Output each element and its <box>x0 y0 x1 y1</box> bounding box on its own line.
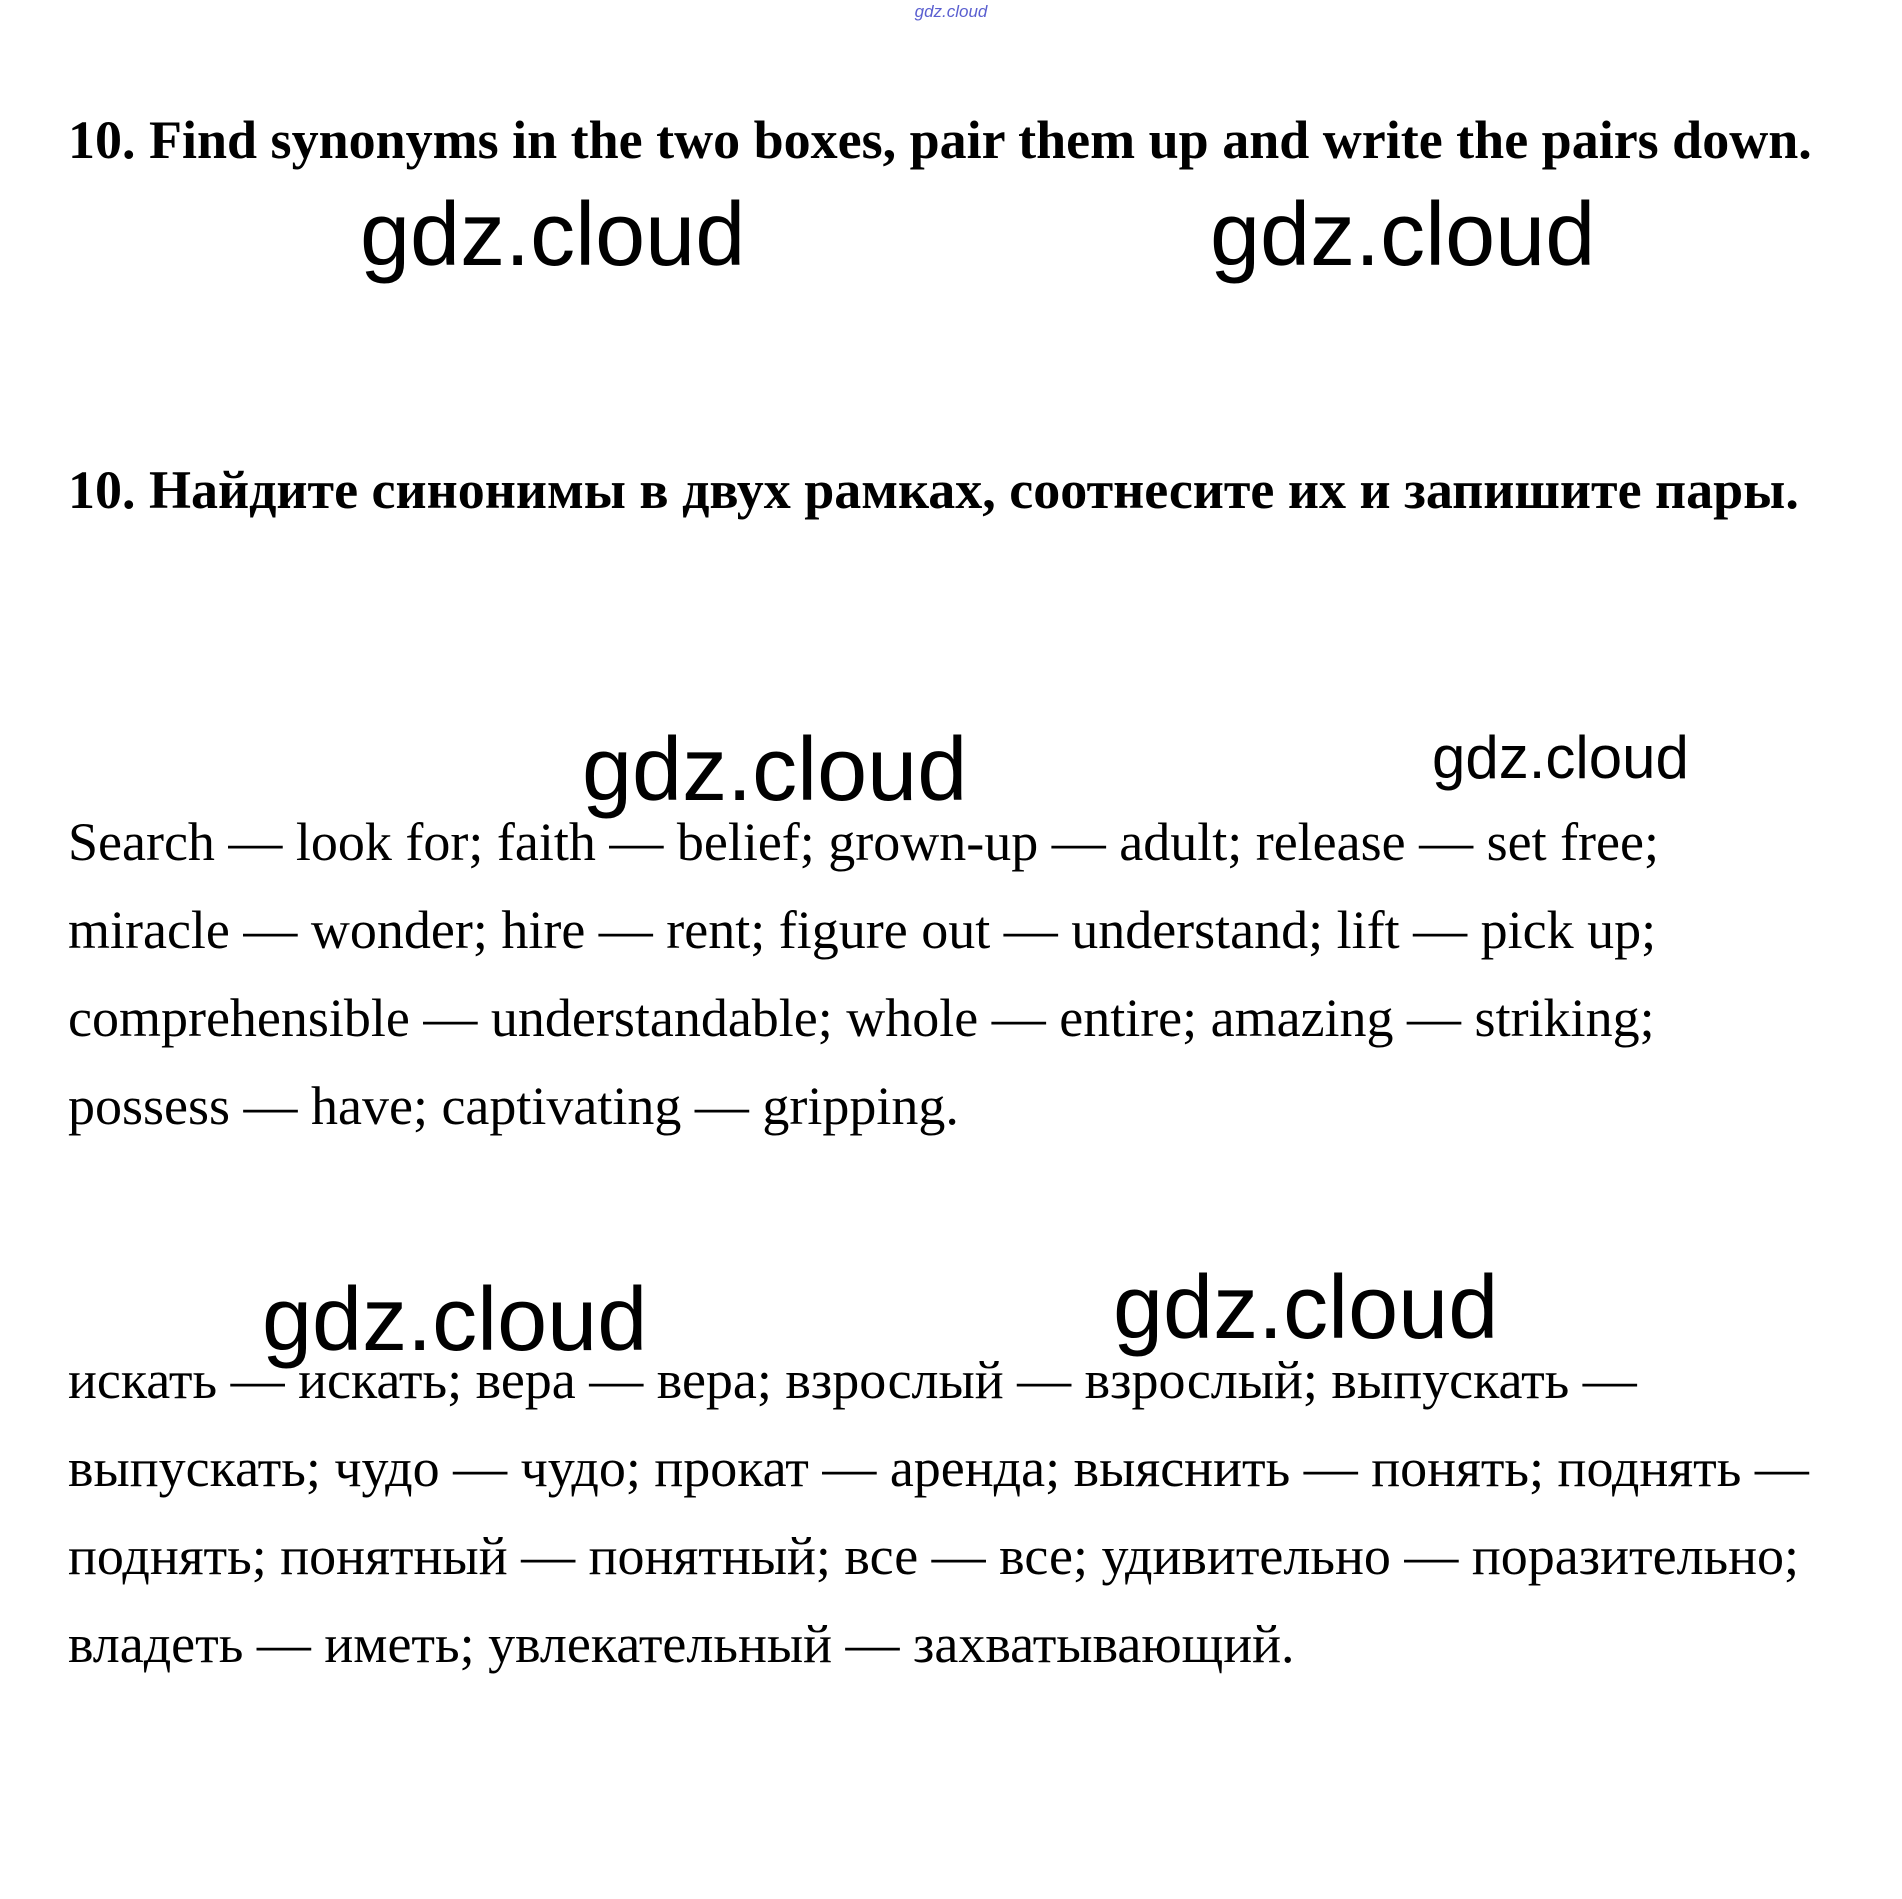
watermark: gdz.cloud <box>1210 185 1596 285</box>
watermark: gdz.cloud <box>1432 724 1689 791</box>
watermark: gdz.cloud <box>360 185 746 285</box>
task-heading-en: 10. Find synonyms in the two boxes, pair them up and write the pairs down. <box>68 110 1812 170</box>
answer-text-en: Search — look for; faith — belief; grown-up — adult; release — set free; miracle — wonder; hire — rent; figure out — understand; lift — pick up; comprehensible — understandable; whole — entire; amazing — striking; possess — have; captivating — gripping. <box>68 812 1659 1136</box>
task-heading-ru: 10. Найдите синонимы в двух рамках, соотнесите их и запишите пары. <box>68 460 1799 520</box>
watermark: gdz.cloud <box>582 720 968 820</box>
watermark: gdz.cloud <box>262 1270 648 1370</box>
watermark: gdz.cloud <box>1113 1258 1499 1358</box>
answer-text-ru: искать — искать; вера — вера; взрослый — взрослый; выпускать — выпускать; чудо — чудо; прокат — аренда; выяснить — понять; поднять — поднять; понятный — понятный; все — все; удивительно — поразительно; владеть — иметь; увлекательный — захватывающий. <box>68 1350 1809 1674</box>
header-watermark: gdz.cloud <box>914 2 988 21</box>
